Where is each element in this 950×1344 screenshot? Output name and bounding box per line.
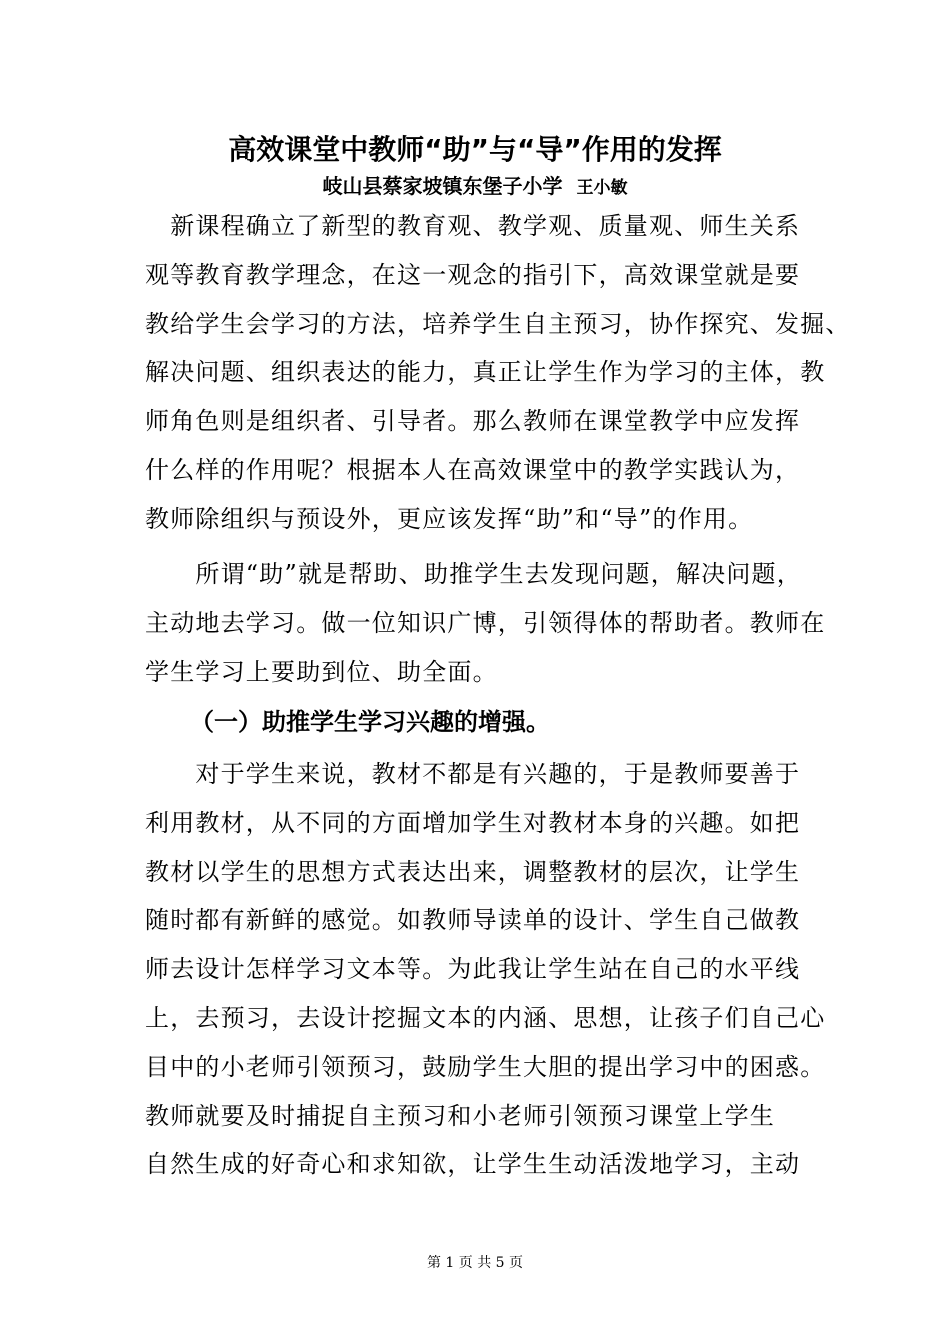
page-footer: 第 1 页 共 5 页	[426, 1255, 524, 1271]
author-name: 王小敏	[576, 178, 628, 198]
text-line: 师去设计怎样学习文本等。为此我让学生站在自己的水平线	[145, 955, 801, 984]
paragraph-intro	[145, 202, 851, 544]
text-line: 新课程确立了新型的教育观、教学观、质量观、师生关系	[145, 212, 801, 240]
paragraph-help-definition	[145, 550, 826, 696]
paragraph-interest	[145, 750, 826, 1189]
text-line: 学生学习上要助到位、助全面。	[145, 657, 498, 686]
text-line: 什么样的作用呢？根据本人在高效课堂中的教学实践认为，	[145, 455, 801, 484]
text-line: 教师就要及时捕捉自主预习和小老师引领预习课堂上学生	[145, 1101, 775, 1130]
text-line: 师角色则是组织者、引导者。那么教师在课堂教学中应发挥	[145, 407, 801, 436]
text-line: 对于学生来说，教材不都是有兴趣的，于是教师要善于	[145, 760, 801, 788]
text-line: 上，去预习，去设计挖掘文本的内涵、思想，让孩子们自己心	[145, 1003, 826, 1032]
text-line: 所谓“助”就是帮助、助推学生去发现问题，解决问题，	[145, 560, 802, 588]
text-line: 教材以学生的思想方式表达出来，调整教材的层次，让学生	[145, 857, 801, 886]
text-line: 目中的小老师引领预习，鼓励学生大胆的提出学习中的困惑。	[145, 1052, 826, 1081]
text-line: 主动地去学习。做一位知识广博，引领得体的帮助者。教师在	[145, 608, 826, 637]
text-line: 教师除组织与预设外，更应该发挥“助”和“导”的作用。	[145, 504, 754, 533]
text-line: 解决问题、组织表达的能力，真正让学生作为学习的主体，教	[145, 358, 826, 387]
author-line	[0, 172, 950, 202]
section-heading: （一）助推学生学习兴趣的增强。	[190, 708, 550, 736]
text-line: 利用教材，从不同的方面增加学生对教材本身的兴趣。如把	[145, 808, 801, 837]
text-line: 自然生成的好奇心和求知欲，让学生生动活泼地学习，主动	[145, 1150, 801, 1179]
text-line: 观等教育教学理念，在这一观念的指引下，高效课堂就是要	[145, 260, 801, 289]
text-line: 教给学生会学习的方法，培养学生自主预习，协作探究、发掘、	[145, 309, 851, 338]
author-affiliation: 岐山县蔡家坡镇东堡子小学	[322, 174, 563, 198]
text-line: 随时都有新鲜的感觉。如教师导读单的设计、学生自己做教	[145, 906, 801, 935]
document-title: 高效课堂中教师“助”与“导”作用的发挥	[228, 133, 722, 166]
